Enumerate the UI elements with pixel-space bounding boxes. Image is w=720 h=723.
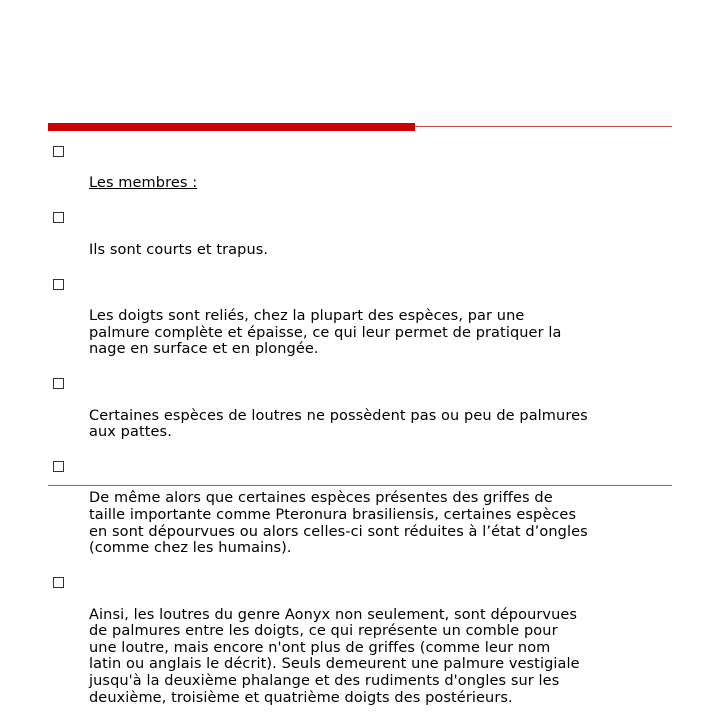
bullet-text: Ainsi, les loutres du genre Aonyx non seulement, sont dépourvues de palmures entre les doigts, ce qui représente un comble pour une loutre, mais encore n'ont plus de griffes (comme leur nom latin ou anglais le décrit). Seuls demeurent une palmure vestigiale jusqu'à la deuxième phalange et des rudiments d'ongles sur les deuxième, troisième et quatrième doigts des postérieurs.	[89, 606, 580, 706]
bottom-divider-line	[48, 485, 672, 486]
bullet-text: Certaines espèces de loutres ne possèdent pas ou peu de palmures aux pattes.	[89, 407, 588, 441]
hollow-square-icon	[53, 461, 64, 472]
bullet-text: Les membres :	[89, 175, 198, 192]
hollow-square-icon	[53, 378, 64, 389]
hollow-square-icon	[53, 577, 64, 588]
top-accent-bar	[48, 123, 415, 131]
bullet-item-webbed-fingers	[48, 275, 678, 375]
bullet-item-short-limbs	[48, 208, 678, 274]
hollow-square-icon	[53, 146, 64, 157]
bullet-item-aonyx	[48, 573, 678, 722]
bullet-item-no-webbing	[48, 374, 678, 457]
hollow-square-icon	[53, 212, 64, 223]
bullet-item-claws	[48, 457, 678, 573]
bullet-item-heading	[48, 142, 678, 208]
bullet-text: Ils sont courts et trapus.	[89, 241, 269, 258]
bullet-text: Les doigts sont reliés, chez la plupart des espèces, par une palmure complète et épaisse, ce qui leur permet de pratiquer la nage en surface et en plongée.	[89, 307, 562, 358]
hollow-square-icon	[53, 279, 64, 290]
bullet-text: De même alors que certaines espèces présentes des griffes de taille importante comme Pteronura brasiliensis, certaines espèces en sont dépourvues ou alors celles-ci sont réduites à l’état d’ongles (comme chez les humains).	[89, 490, 588, 557]
bullet-list	[48, 142, 678, 723]
